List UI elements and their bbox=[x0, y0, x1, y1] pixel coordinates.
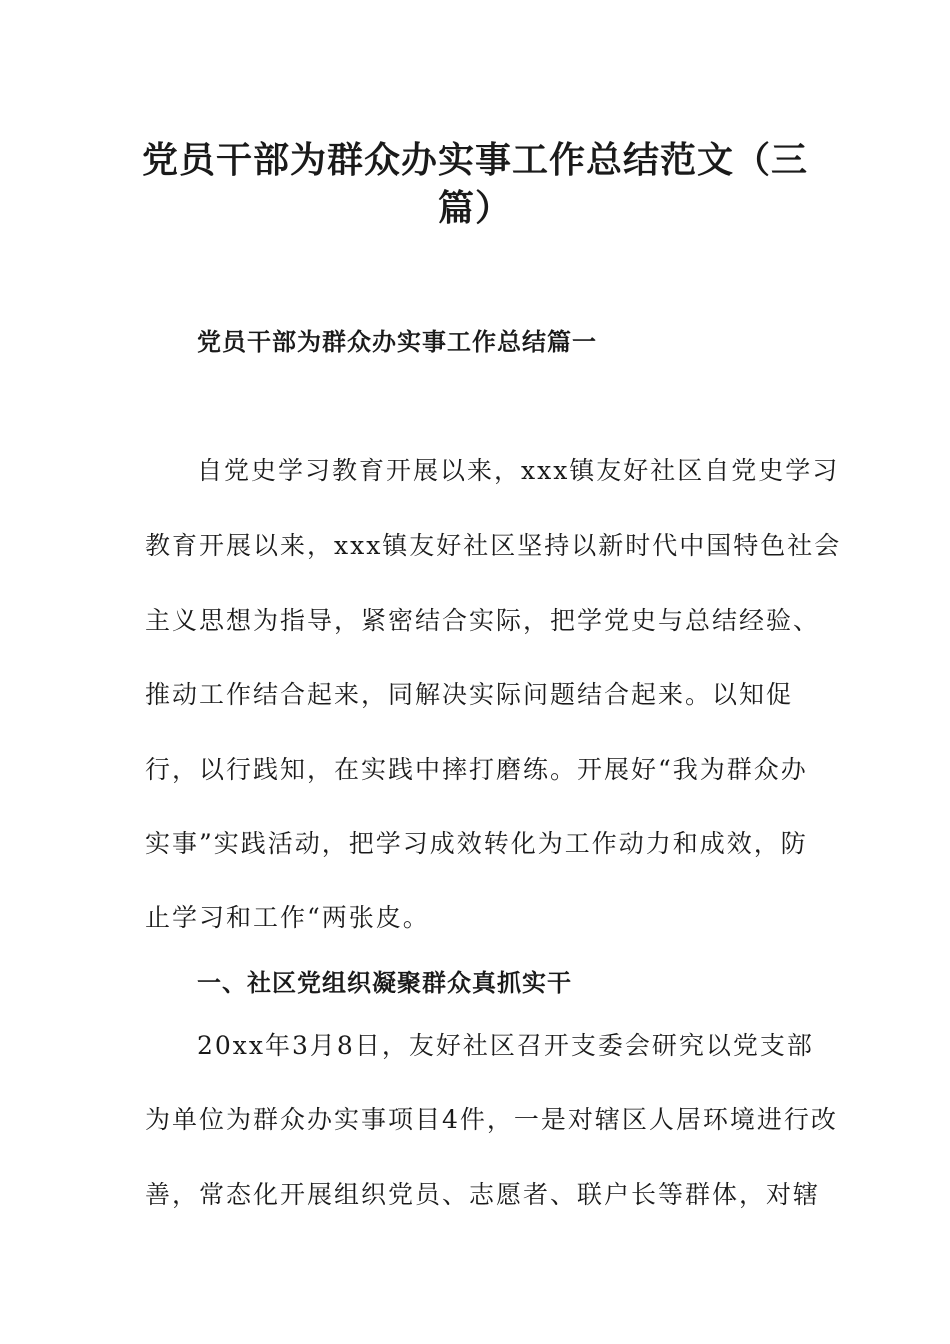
paragraph1-line-1: 自党史学习教育开展以来，xxx镇友好社区自党史学习 bbox=[197, 456, 840, 485]
paragraph1-line-5: 行，以行践知，在实践中摔打磨练。开展好“我为群众办 bbox=[145, 755, 808, 784]
paragraph2-line-1: 20xx年3月8日，友好社区召开支委会研究以党支部 bbox=[197, 1031, 814, 1060]
paragraph1-line-6: 实事”实践活动，把学习成效转化为工作动力和成效，防 bbox=[145, 829, 808, 858]
paragraph2-line-2: 为单位为群众办实事项目4件，一是对辖区人居环境进行改 bbox=[145, 1105, 838, 1134]
document-title-line-1: 党员干部为群众办实事工作总结范文（三 bbox=[141, 140, 808, 181]
paragraph1-line-2: 教育开展以来，xxx镇友好社区坚持以新时代中国特色社会 bbox=[145, 531, 842, 560]
paragraph2-line-3: 善，常态化开展组织党员、志愿者、联户长等群体，对辖 bbox=[145, 1180, 821, 1209]
article-subtitle: 党员干部为群众办实事工作总结篇一 bbox=[197, 328, 597, 356]
paragraph1-line-4: 推动工作结合起来，同解决实际问题结合起来。以知促 bbox=[145, 680, 794, 709]
paragraph1-line-7: 止学习和工作“两张皮。 bbox=[145, 903, 430, 932]
section-heading-1: 一、社区党组织凝聚群众真抓实干 bbox=[197, 969, 572, 997]
paragraph1-line-3: 主义思想为指导，紧密结合实际，把学党史与总结经验、 bbox=[145, 606, 821, 635]
document-title-line-2: 篇） bbox=[437, 188, 512, 229]
